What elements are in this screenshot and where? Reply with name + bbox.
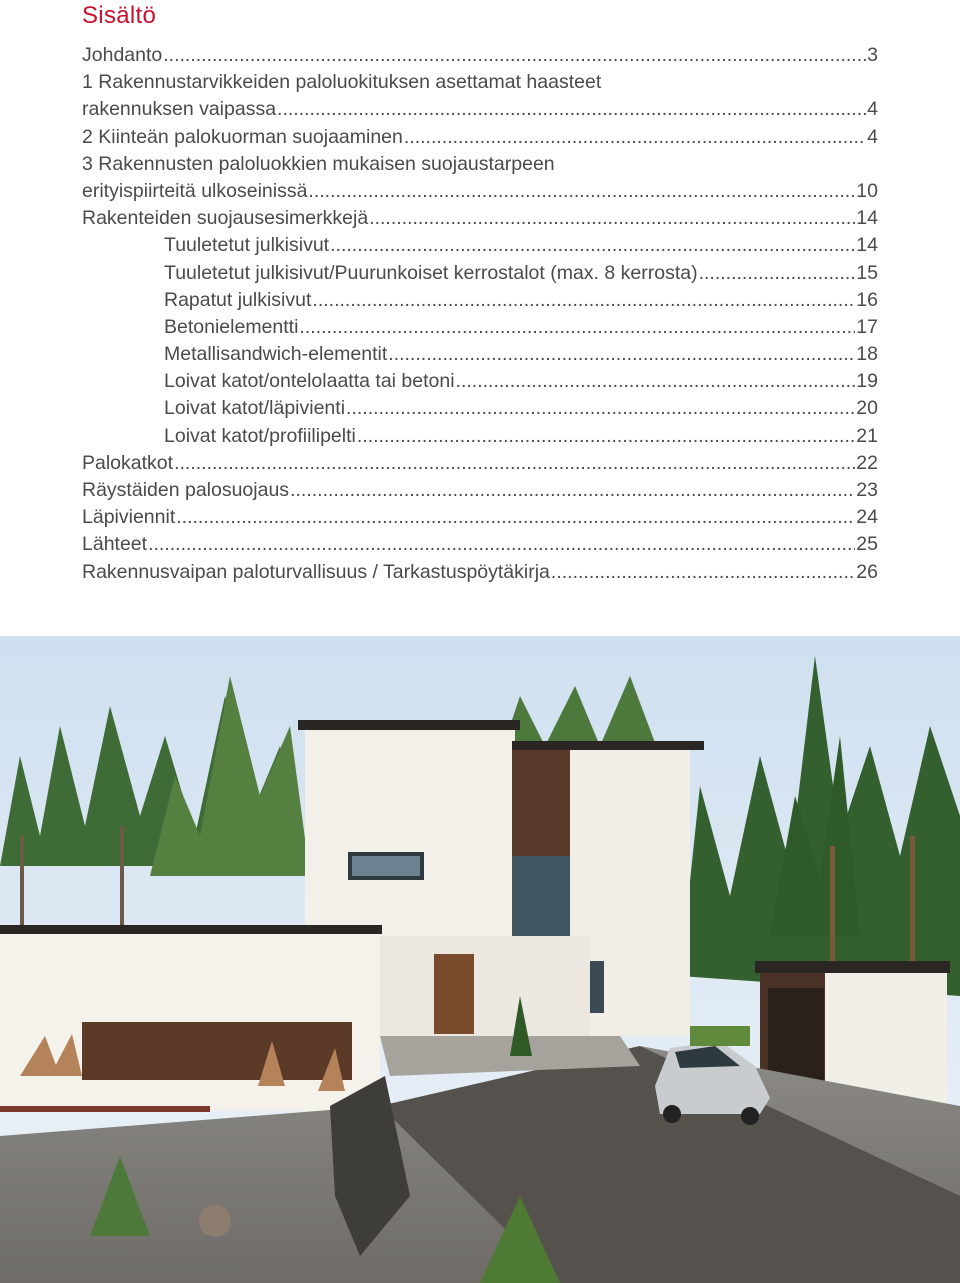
toc-entry[interactable] [82,559,878,586]
toc-entry-title: rakennuksen vaipassa [82,98,277,121]
toc-entry-title: Johdanto [82,44,163,66]
toc-entry-title: Tuuletetut julkisivut [164,234,330,257]
toc-entry-title: Läpiviennit [82,506,176,529]
toc-entry[interactable] [82,395,878,422]
toc-entry[interactable] [82,531,878,558]
toc-entry-title: Loivat katot/ontelolaatta tai betoni [164,370,455,393]
toc-page-number: 19 [856,370,878,393]
toc-dot-leader [551,559,855,586]
toc-dot-leader [330,232,855,259]
toc-page-number: 14 [856,207,878,230]
toc-page-number: 3 [867,44,878,66]
toc-entry-title: Rapatut julkisivut [164,288,312,311]
toc-page-number: 10 [856,179,878,202]
toc-page-number: 15 [856,261,878,284]
toc-entry-title: Lähteet [82,533,148,556]
toc-page-number: 24 [856,506,878,529]
toc-entry[interactable] [82,69,878,96]
toc-entry-title: Betonielementti [164,315,299,338]
toc-entry[interactable] [82,477,878,504]
toc-dot-leader [456,368,856,395]
toc-dot-leader [148,531,855,558]
toc-dot-leader [308,178,855,205]
toc-dot-leader [299,314,855,341]
toc-entry[interactable] [82,205,878,232]
toc-entry-title: 1 Rakennustarvikkeiden paloluokituksen asettamat haasteet [82,71,602,94]
toc-page-number: 23 [856,479,878,501]
toc-page-number: 4 [867,125,878,148]
toc-dot-leader [277,96,866,123]
toc-page-number: 18 [856,343,878,366]
toc-page-number: 25 [856,533,878,556]
toc-entry[interactable] [82,96,878,123]
toc-entry[interactable] [82,450,878,477]
toc-page-number: 17 [856,315,878,338]
toc-entry-title: 3 Rakennusten paloluokkien mukaisen suojaustarpeen [82,152,555,175]
toc-entry-title: Metallisandwich-elementit [164,343,388,366]
toc-page-number: 16 [856,288,878,311]
toc-entry[interactable] [82,260,878,287]
toc-page-number: 22 [856,451,878,474]
toc-entry-title: erityispiirteitä ulkoseinissä [82,179,308,202]
toc-dot-leader [312,287,855,314]
toc-entry[interactable] [82,232,878,259]
toc-page-number: 21 [856,424,878,447]
table-of-contents [82,42,878,586]
toc-entry[interactable] [82,504,878,531]
toc-entry-title: Rakenteiden suojausesimerkkejä [82,207,369,230]
toc-dot-leader [404,124,866,151]
house-photo [0,636,960,1283]
toc-page-number: 26 [856,560,878,583]
toc-entry[interactable] [82,423,878,450]
toc-entry[interactable] [82,178,878,205]
toc-entry-title: Palokatkot [82,451,174,474]
toc-dot-leader [369,205,855,232]
toc-page-number: 14 [856,234,878,257]
toc-entry[interactable] [82,368,878,395]
toc-entry[interactable] [82,287,878,314]
toc-entry[interactable] [82,151,878,178]
toc-entry-title: Räystäiden palosuojaus [82,479,290,501]
toc-page-number: 20 [856,397,878,420]
toc-entry-title: Rakennusvaipan paloturvallisuus / Tarkastuspöytäkirja [82,560,550,583]
toc-entry-title: Loivat katot/läpivienti [164,397,346,420]
toc-dot-leader [163,42,866,69]
toc-dot-leader [357,423,855,450]
toc-entry[interactable] [82,341,878,368]
toc-entry-title: Tuuletetut julkisivut/Puurunkoiset kerrostalot (max. 8 kerrosta) [164,261,698,284]
toc-dot-leader [176,504,855,531]
toc-dot-leader [388,341,855,368]
toc-dot-leader [346,395,855,422]
toc-dot-leader [699,260,856,287]
toc-entry[interactable] [82,42,878,69]
toc-dot-leader [290,477,855,504]
toc-entry[interactable] [82,124,878,151]
toc-page-number: 4 [867,98,878,121]
toc-entry-title: Loivat katot/profiilipelti [164,424,356,447]
toc-entry-title: 2 Kiinteän palokuorman suojaaminen [82,125,403,148]
toc-entry[interactable] [82,314,878,341]
toc-dot-leader [174,450,855,477]
page-title: Sisältö [82,2,157,29]
